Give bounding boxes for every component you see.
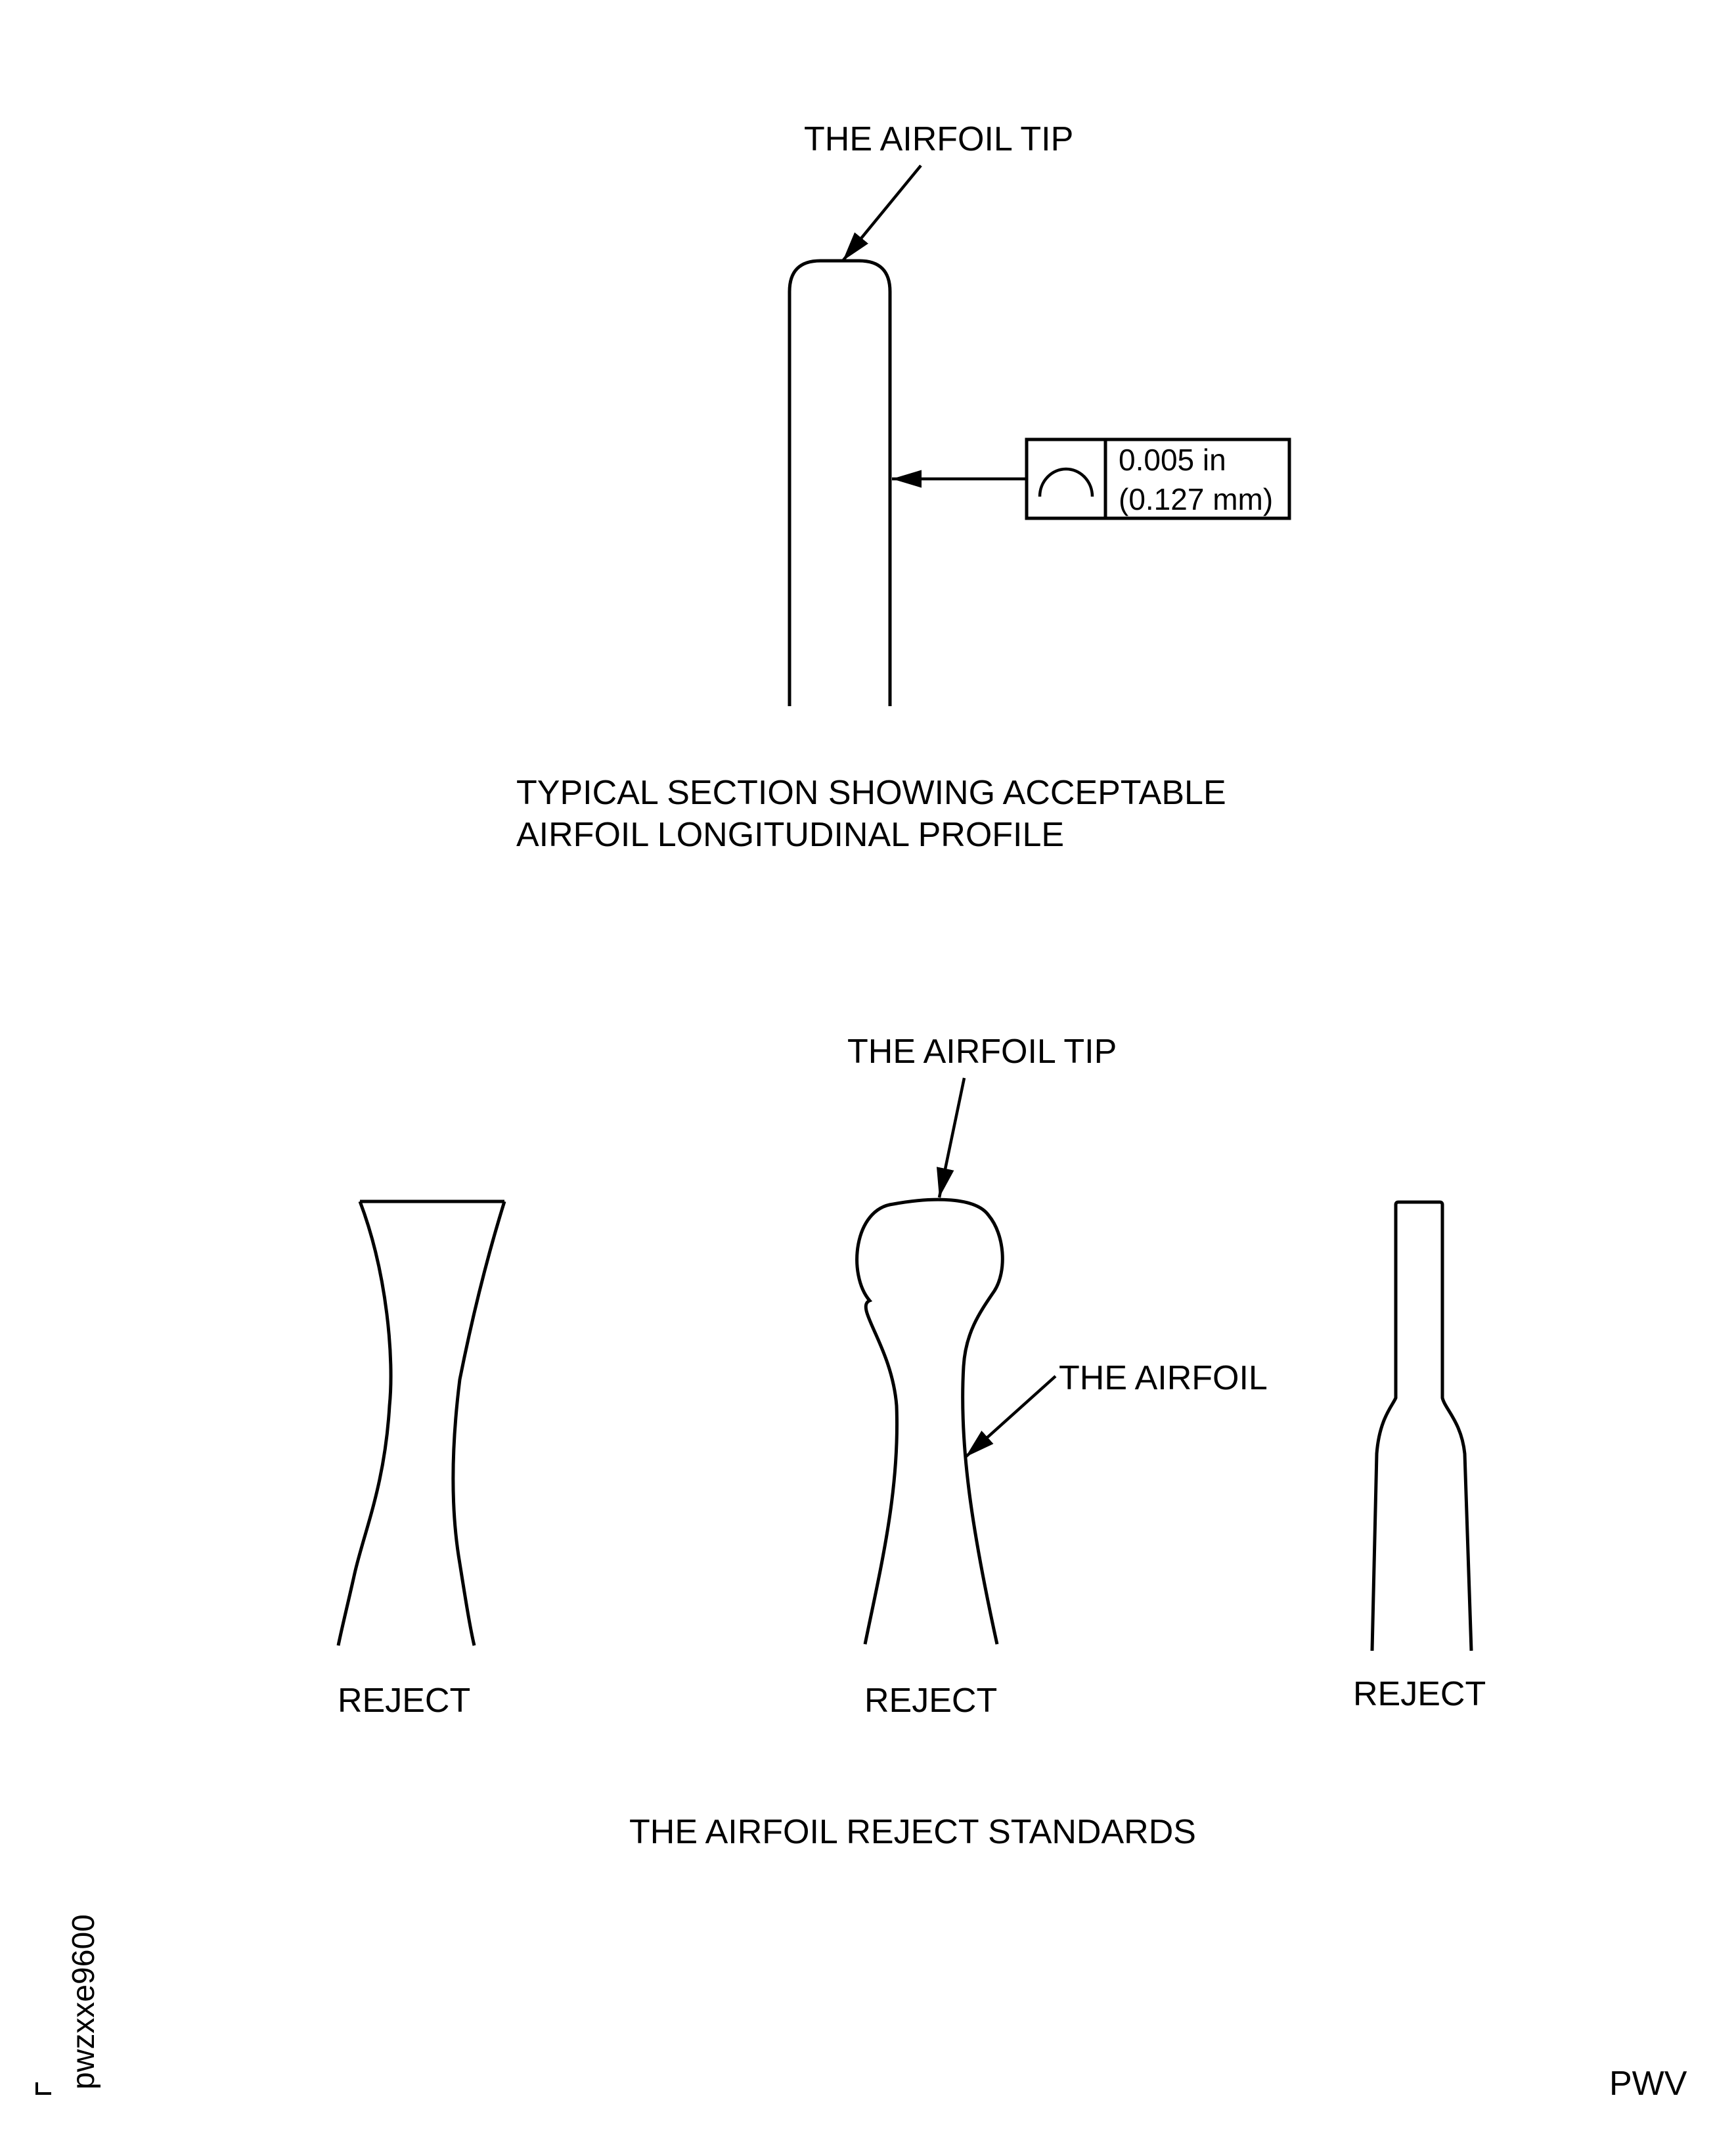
- reject-right-profile: [1372, 1202, 1471, 1651]
- drawing-id-bracket: [37, 2082, 51, 2094]
- reject-right-label: REJECT: [1353, 1675, 1486, 1713]
- top-caption: [516, 772, 1226, 856]
- bottom-tip-label: THE AIRFOIL TIP: [847, 1033, 1117, 1071]
- top-caption-line-2: AIRFOIL LONGITUDINAL PROFILE: [516, 816, 1065, 854]
- bottom-caption: THE AIRFOIL REJECT STANDARDS: [629, 1813, 1196, 1851]
- top-tip-leader-arrow: [843, 166, 921, 261]
- top-caption-line-1: TYPICAL SECTION SHOWING ACCEPTABLE: [516, 774, 1226, 812]
- airfoil-leader-arrow: [966, 1376, 1056, 1457]
- drawing-id: pwzxxe9600: [66, 1914, 101, 2090]
- reject-left-profile: [338, 1201, 504, 1646]
- corner-code: PWV: [1609, 2065, 1687, 2103]
- reject-middle-profile: [857, 1199, 1003, 1644]
- reject-middle-label: REJECT: [864, 1682, 998, 1720]
- tolerance-inches: 0.005 in: [1119, 443, 1226, 477]
- reject-left-label: REJECT: [338, 1682, 471, 1720]
- profile-of-a-line-icon: [1040, 469, 1092, 497]
- bottom-tip-leader-arrow: [939, 1078, 964, 1198]
- acceptable-airfoil-profile: [790, 261, 890, 706]
- top-tip-label: THE AIRFOIL TIP: [804, 120, 1074, 158]
- tolerance-values: [1119, 440, 1273, 519]
- tolerance-millimeters: (0.127 mm): [1119, 482, 1274, 516]
- airfoil-label: THE AIRFOIL: [1059, 1359, 1268, 1397]
